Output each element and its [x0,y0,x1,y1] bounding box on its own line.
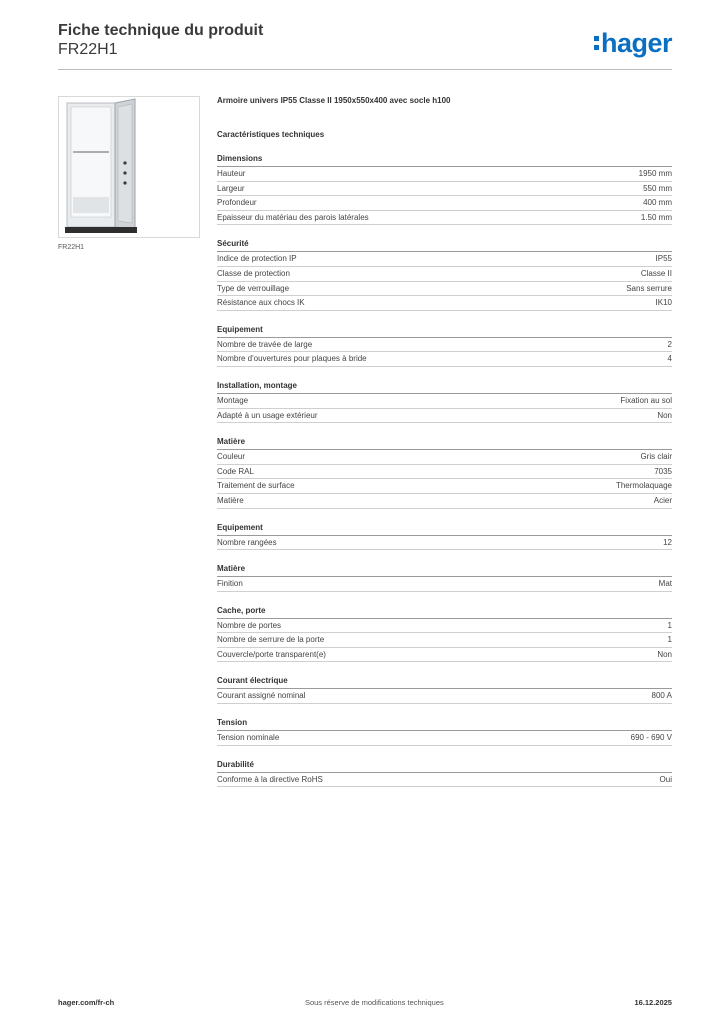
section-title: Cache, porte [217,605,672,619]
spec-label: Couleur [217,452,246,462]
spec-value: IP55 [655,254,672,264]
spec-label: Nombre de serrure de la porte [217,635,325,645]
spec-section [217,436,672,508]
hager-logo [594,28,672,58]
spec-heading: Caractéristiques techniques [217,130,325,139]
spec-value: 550 mm [643,183,672,193]
spec-section [217,380,672,423]
spec-value: 1950 mm [638,169,672,178]
spec-section [217,324,672,367]
section-title: Tension [217,717,672,731]
spec-label: Résistance aux chocs IK [217,298,305,308]
section-title: Matière [217,563,672,577]
spec-value: Sans serrure [626,283,672,293]
spec-value: 7035 [654,466,672,476]
section-title: Sécurité [217,238,672,252]
spec-label: Couvercle/porte transparent(e) [217,649,326,659]
spec-label: Nombre de travée de large [217,339,313,349]
section-title: Equipement [217,324,672,338]
spec-label: Code RAL [217,466,254,476]
spec-label: Hauteur [217,169,246,178]
spec-section [217,238,672,310]
spec-row [217,409,672,424]
spec-section [217,675,672,704]
spec-row [217,494,672,509]
spec-row [217,633,672,648]
spec-row [217,394,672,409]
spec-label: Indice de protection IP [217,254,297,264]
spec-label: Matière [217,495,244,505]
section-title: Courant électrique [217,675,672,689]
header-divider [58,69,672,70]
spec-value: Non [657,410,672,420]
spec-section [217,605,672,663]
spec-label: Traitement de surface [217,481,295,491]
spec-label: Nombre d'ouvertures pour plaques à bride [217,354,367,364]
section-title: Durabilité [217,759,672,773]
spec-label: Tension nominale [217,733,280,743]
spec-row [217,211,672,226]
spec-label: Conforme à la directive RoHS [217,774,323,784]
spec-row [217,731,672,746]
spec-value: Oui [659,774,672,784]
document-title: Fiche technique du produit [58,22,264,39]
spec-label: Courant assigné nominal [217,691,306,701]
spec-value: 12 [663,537,672,547]
spec-label: Epaisseur du matériau des parois latérales [217,212,369,222]
spec-label: Largeur [217,183,245,193]
spec-label: Profondeur [217,198,257,208]
spec-label: Adapté à un usage extérieur [217,410,318,420]
spec-section [217,717,672,746]
cabinet-product-photo [59,97,199,237]
footer-url[interactable]: hager.com/fr-ch [58,998,115,1007]
spec-row [217,338,672,353]
spec-section [217,522,672,551]
image-caption: FR22H1 [58,244,85,251]
spec-row [217,773,672,788]
spec-value: 800 A [651,691,672,701]
spec-row [217,296,672,311]
spec-row [217,619,672,634]
section-title: Matière [217,436,672,450]
product-image [58,96,200,238]
section-title: Dimensions [217,153,672,167]
spec-value: IK10 [655,298,672,308]
spec-value: 690 - 690 V [630,733,672,743]
footer-notice: Sous réserve de modifications techniques [304,998,444,1007]
spec-value: Mat [658,579,672,589]
spec-label: Finition [217,579,243,589]
spec-value: Thermolaquage [615,481,672,491]
spec-value: 1 [667,620,672,630]
document-header [58,22,672,70]
spec-section [217,153,672,225]
spec-label: Type de verrouillage [217,283,290,293]
spec-value: Non [657,649,672,659]
footer-date: 16.12.2025 [634,998,672,1007]
spec-row [217,267,672,282]
spec-row [217,182,672,197]
spec-value: 4 [667,354,672,364]
section-title: Equipement [217,522,672,536]
spec-sections [217,153,672,787]
spec-content [217,95,672,787]
section-title: Installation, montage [217,380,672,394]
spec-row [217,689,672,704]
spec-section [217,759,672,788]
spec-row [217,465,672,480]
spec-label: Nombre de portes [217,620,282,630]
product-name: Armoire univers IP55 Classe II 1950x550x400 avec socle h100 [217,96,451,105]
spec-value: Classe II [640,268,672,278]
spec-label: Classe de protection [217,268,290,278]
spec-row [217,577,672,592]
spec-row [217,450,672,465]
spec-row [217,479,672,494]
spec-row [217,648,672,663]
spec-label: Montage [217,395,249,405]
spec-row [217,536,672,551]
spec-value: Fixation au sol [620,395,672,405]
spec-value: Acier [653,495,672,505]
spec-row [217,352,672,367]
logo-colon-icon [594,36,599,50]
logo-text: hager [600,28,672,58]
document-footer [58,998,672,1007]
spec-row [217,252,672,267]
spec-row [217,196,672,211]
spec-value: 1 [667,635,672,645]
spec-value: 2 [667,339,672,349]
spec-label: Nombre rangées [217,537,277,547]
product-reference: FR22H1 [58,41,118,58]
spec-value: Gris clair [640,452,672,462]
spec-section [217,563,672,592]
spec-row [217,282,672,297]
spec-value: 1.50 mm [640,212,672,222]
spec-value: 400 mm [643,198,672,208]
spec-row [217,167,672,182]
